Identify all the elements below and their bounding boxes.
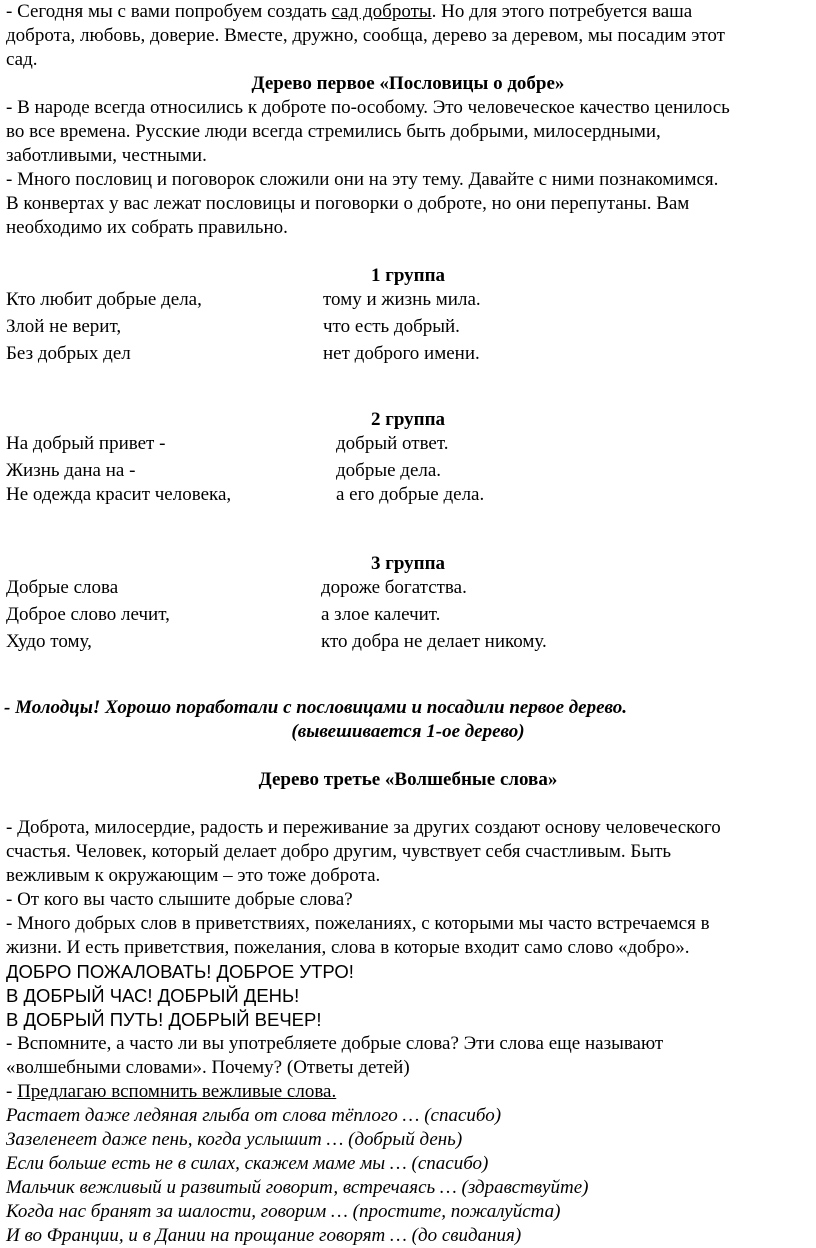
greeting-line: ДОБРО ПОЖАЛОВАТЬ! ДОБРОЕ УТРО! [6,961,354,982]
tree3-para3-line: - Вспомните, а часто ли вы употребляете добрые слова? Эти слова еще называют [6,1033,664,1054]
group2-title: 2 группа [370,409,446,430]
group1-title: 1 группа [370,265,446,286]
poem-line: И во Франции, и в Дании на прощание говорят … (до свидания) [6,1225,522,1246]
tree3-para2-line: - Много добрых слов в приветствиях, пожеланиях, с которыми мы часто встречаемся в [6,913,710,934]
proverb-start: Жизнь дана на - [6,460,136,481]
proverb-end: кто добра не делает никому. [321,631,547,652]
intro-line-3: сад. [6,49,38,70]
praise-line: - Молодцы! Хорошо поработали с пословицами и посадили первое дерево. [4,697,628,718]
poem-line: Когда нас бранят за шалости, говорим … (простите, пожалуйста) [6,1201,561,1222]
tree1-para1-line: - В народе всегда относились к доброте по-особому. Это человеческое качество ценилось [6,97,730,118]
suggest-line [6,1080,336,1104]
polite-words-prompt: Предлагаю вспомнить вежливые слова. [17,1081,337,1102]
intro-line-1 [6,0,692,24]
tree3-para1-line: вежливым к окружающим – это тоже доброта. [6,865,381,886]
tree1-para1-line: во все времена. Русские люди всегда стремились быть добрыми, милосердными, [6,121,661,142]
proverb-start: Худо тому, [6,631,92,652]
proverb-end: добрые дела. [336,460,442,481]
tree3-heading: Дерево третье «Волшебные слова» [258,769,558,790]
proverb-start: Злой не верит, [6,316,122,337]
tree3-para3-line: «волшебными словами». Почему? (Ответы детей) [6,1057,410,1078]
poem-line: Растает даже ледяная глыба от слова тёплого … (спасибо) [6,1105,502,1126]
proverb-end: что есть добрый. [323,316,460,337]
proverb-start: Добрые слова [6,577,119,598]
proverb-start: На добрый привет - [6,433,166,454]
proverb-start: Кто любит добрые дела, [6,289,202,310]
tree1-para2-line: - Много пословиц и поговорок сложили они на эту тему. Давайте с ними познакомимся. [6,169,719,190]
poem-line: Мальчик вежливый и развитый говорит, встречаясь … (здравствуйте) [6,1177,589,1198]
proverb-start: Без добрых дел [6,343,131,364]
praise-note: (вывешивается 1-ое дерево) [291,721,525,742]
tree1-para2-line: необходимо их собрать правильно. [6,217,288,238]
garden-of-kindness-link[interactable]: сад доброты [331,1,432,22]
tree3-question: - От кого вы часто слышите добрые слова? [6,889,353,910]
proverb-end: нет доброго имени. [323,343,480,364]
proverb-start: Доброе слово лечит, [6,604,170,625]
poem-line: Если больше есть не в силах, скажем маме мы … (спасибо) [6,1153,489,1174]
poem-line: Зазеленеет даже пень, когда услышит … (добрый день) [6,1129,463,1150]
tree3-para2-line: жизни. И есть приветствия, пожелания, слова в которые входит само слово «добро». [6,937,690,958]
group3-title: 3 группа [370,553,446,574]
tree3-para1-line: - Доброта, милосердие, радость и переживание за других создают основу человеческого [6,817,721,838]
intro-text: - Сегодня мы с вами попробуем создать [6,1,332,22]
dash: - [6,1081,18,1102]
tree1-heading: Дерево первое «Пословицы о добре» [251,73,565,94]
proverb-end: а его добрые дела. [336,484,485,505]
proverb-end: а злое калечит. [321,604,441,625]
proverb-end: тому и жизнь мила. [323,289,481,310]
intro-text: . Но для этого потребуется ваша [431,1,693,22]
proverb-start: Не одежда красит человека, [6,484,232,505]
tree3-para1-line: счастья. Человек, который делает добро другим, чувствует себя счастливым. Быть [6,841,672,862]
proverb-end: дороже богатства. [321,577,467,598]
intro-line-2: доброта, любовь, доверие. Вместе, дружно, сообща, дерево за деревом, мы посадим этот [6,25,725,46]
greeting-line: В ДОБРЫЙ ПУТЬ! ДОБРЫЙ ВЕЧЕР! [6,1009,322,1030]
greeting-line: В ДОБРЫЙ ЧАС! ДОБРЫЙ ДЕНЬ! [6,985,300,1006]
proverb-end: добрый ответ. [336,433,449,454]
tree1-para2-line: В конвертах у вас лежат пословицы и поговорки о доброте, но они перепутаны. Вам [6,193,690,214]
tree1-para1-line: заботливыми, честными. [6,145,207,166]
